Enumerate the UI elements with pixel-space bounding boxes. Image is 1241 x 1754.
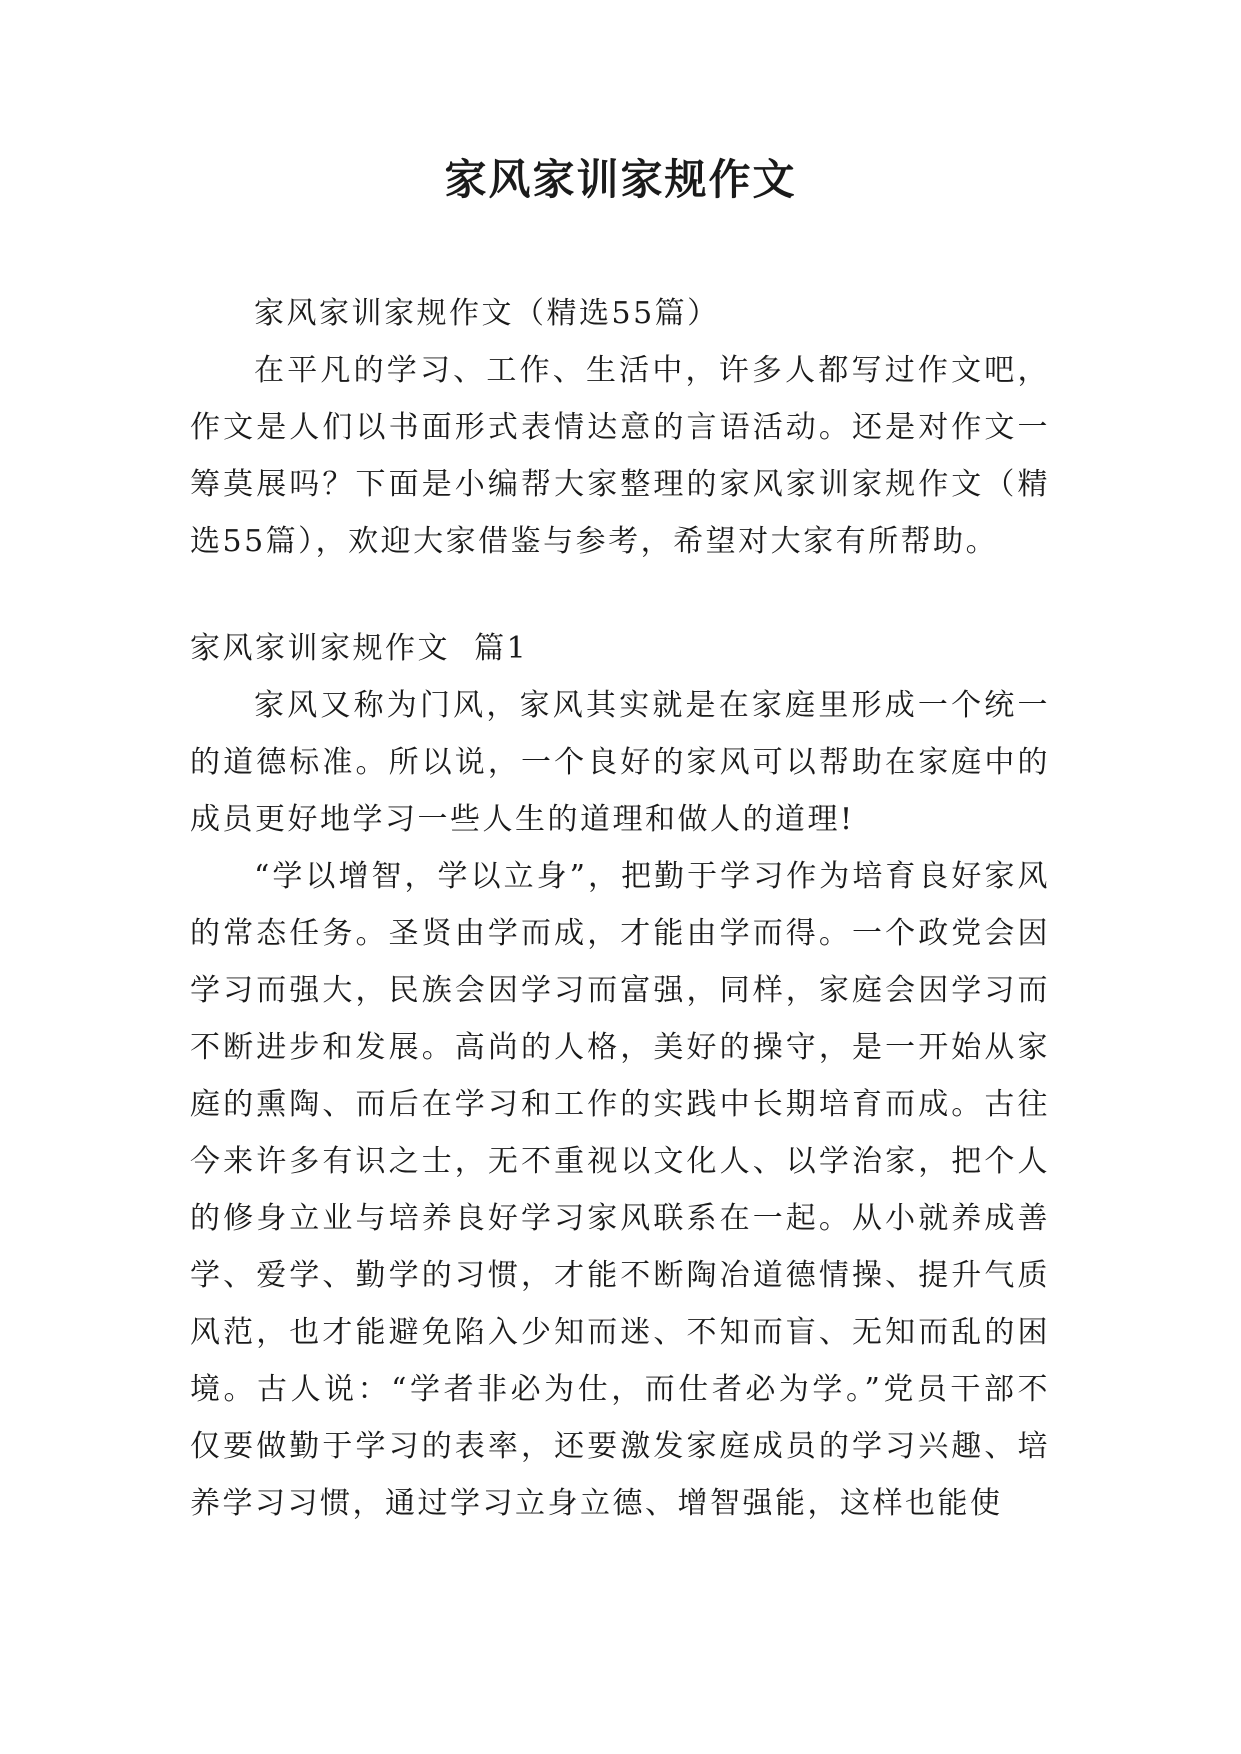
document-body bbox=[190, 285, 1050, 1532]
document-title: 家风家训家规作文 bbox=[444, 155, 797, 204]
body-paragraph: “学以增智，学以立身”，把勤于学习作为培育良好家风的常态任务。圣贤由学而成，才能由学而得。一个政党会因学习而强大，民族会因学习而富强，同样，家庭会因学习而不断进步和发展。高尚的人格，美好的操守，是一开始从家庭的熏陶、而后在学习和工作的实践中长期培育而成。古往今来许多有识之士，无不重视以文化人、以学治家，把个人的修身立业与培养良好学习家风联系在一起。从小就养成善学、爱学、勤学的习惯，才能不断陶冶道德情操、提升气质风范，也才能避免陷入少知而迷、不知而盲、无知而乱的困境。古人说：“学者非必为仕，而仕者必为学。”党员干部不仅要做勤于学习的表率，还要激发家庭成员的学习兴趣、培养学习习惯，通过学习立身立德、增智强能，这样也能使 bbox=[190, 859, 1050, 1521]
body-paragraph: 家风又称为门风，家风其实就是在家庭里形成一个统一的道德标准。所以说，一个良好的家风可以帮助在家庭中的成员更好地学习一些人生的道理和做人的道理! bbox=[190, 688, 1050, 837]
intro-paragraph: 在平凡的学习、工作、生活中，许多人都写过作文吧，作文是人们以书面形式表情达意的言语活动。还是对作文一筹莫展吗？下面是小编帮大家整理的家风家训家规作文（精选55篇），欢迎大家借鉴与参考，希望对大家有所帮助。 bbox=[190, 353, 1050, 559]
section-spacer bbox=[190, 570, 1050, 620]
document-subtitle: 家风家训家规作文（精选55篇） bbox=[254, 296, 720, 331]
section-heading: 家风家训家规作文 篇1 bbox=[190, 631, 529, 666]
